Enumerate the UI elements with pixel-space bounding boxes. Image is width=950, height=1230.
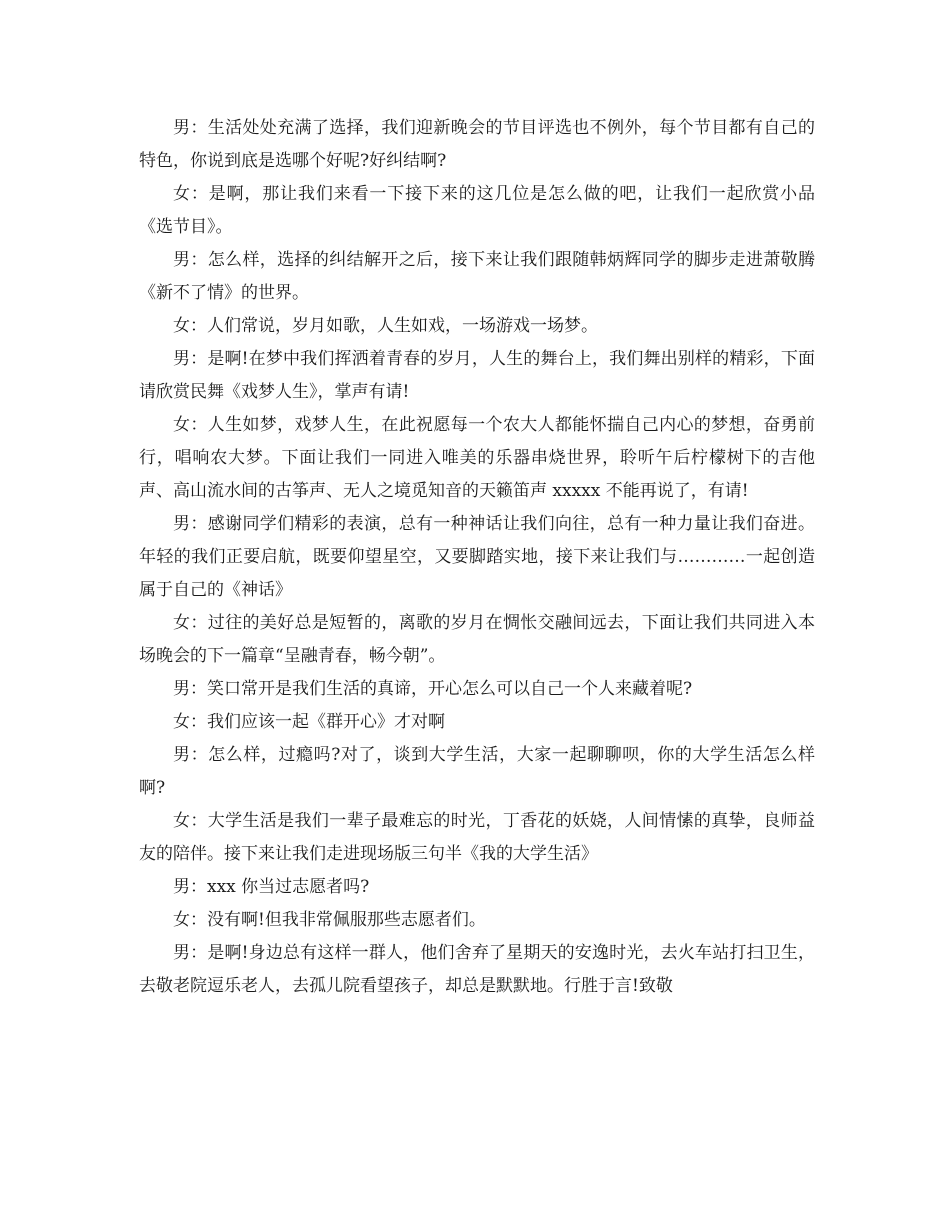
paragraph: 女：我们应该一起《群开心》才对啊 xyxy=(173,712,445,732)
paragraph: 男：怎么样，过瘾吗?对了，谈到大学生活，大家一起聊聊呗，你的大学生活怎么样啊? xyxy=(139,745,815,798)
paragraph: 女：是啊，那让我们来看一下接下来的这几位是怎么做的吧，让我们一起欣赏小品《选节目》。 xyxy=(139,184,815,237)
paragraph: 女：过往的美好总是短暂的，离歌的岁月在惆怅交融间远去，下面让我们共同进入本场晚会的下一篇章“呈融青春，畅今朝”。 xyxy=(139,613,815,666)
paragraph: 男：笑口常开是我们生活的真谛，开心怎么可以自己一个人来藏着呢? xyxy=(173,679,693,699)
paragraph: 男：是啊!在梦中我们挥洒着青春的岁月，人生的舞台上，我们舞出别样的精彩，下面请欣赏民舞《戏梦人生》，掌声有请! xyxy=(139,349,815,402)
paragraph: 男：是啊!身边总有这样一群人，他们舍弃了星期天的安逸时光，去火车站打扫卫生，去敬老院逗乐老人，去孤儿院看望孩子，却总是默默地。行胜于言!致敬 xyxy=(139,943,815,996)
document-body xyxy=(139,112,815,1003)
paragraph: 女：人生如梦，戏梦人生，在此祝愿每一个农大人都能怀揣自己内心的梦想，奋勇前行，唱响农大梦。下面让我们一同进入唯美的乐器串烧世界，聆听午后柠檬树下的吉他声、高山流水间的古筝声、无人之境觅知音的天籁笛声 xxxxx 不能再说了，有请! xyxy=(139,415,815,501)
paragraph: 男：xxx 你当过志愿者吗? xyxy=(173,877,370,897)
paragraph: 男：怎么样，选择的纠结解开之后，接下来让我们跟随韩炳辉同学的脚步走进萧敬腾《新不了情》的世界。 xyxy=(139,250,815,303)
paragraph: 女：没有啊!但我非常佩服那些志愿者们。 xyxy=(173,910,486,930)
paragraph: 男：生活处处充满了选择，我们迎新晚会的节目评选也不例外，每个节目都有自己的特色，你说到底是选哪个好呢?好纠结啊? xyxy=(139,118,815,171)
paragraph: 男：感谢同学们精彩的表演，总有一种神话让我们向往，总有一种力量让我们奋进。年轻的我们正要启航，既要仰望星空，又要脚踏实地，接下来让我们与…………一起创造属于自己的《神话》 xyxy=(139,514,815,600)
paragraph: 女：大学生活是我们一辈子最难忘的时光，丁香花的妖娆，人间情愫的真挚，良师益友的陪伴。接下来让我们走进现场版三句半《我的大学生活》 xyxy=(139,811,815,864)
paragraph: 女：人们常说，岁月如歌，人生如戏，一场游戏一场梦。 xyxy=(173,316,598,336)
